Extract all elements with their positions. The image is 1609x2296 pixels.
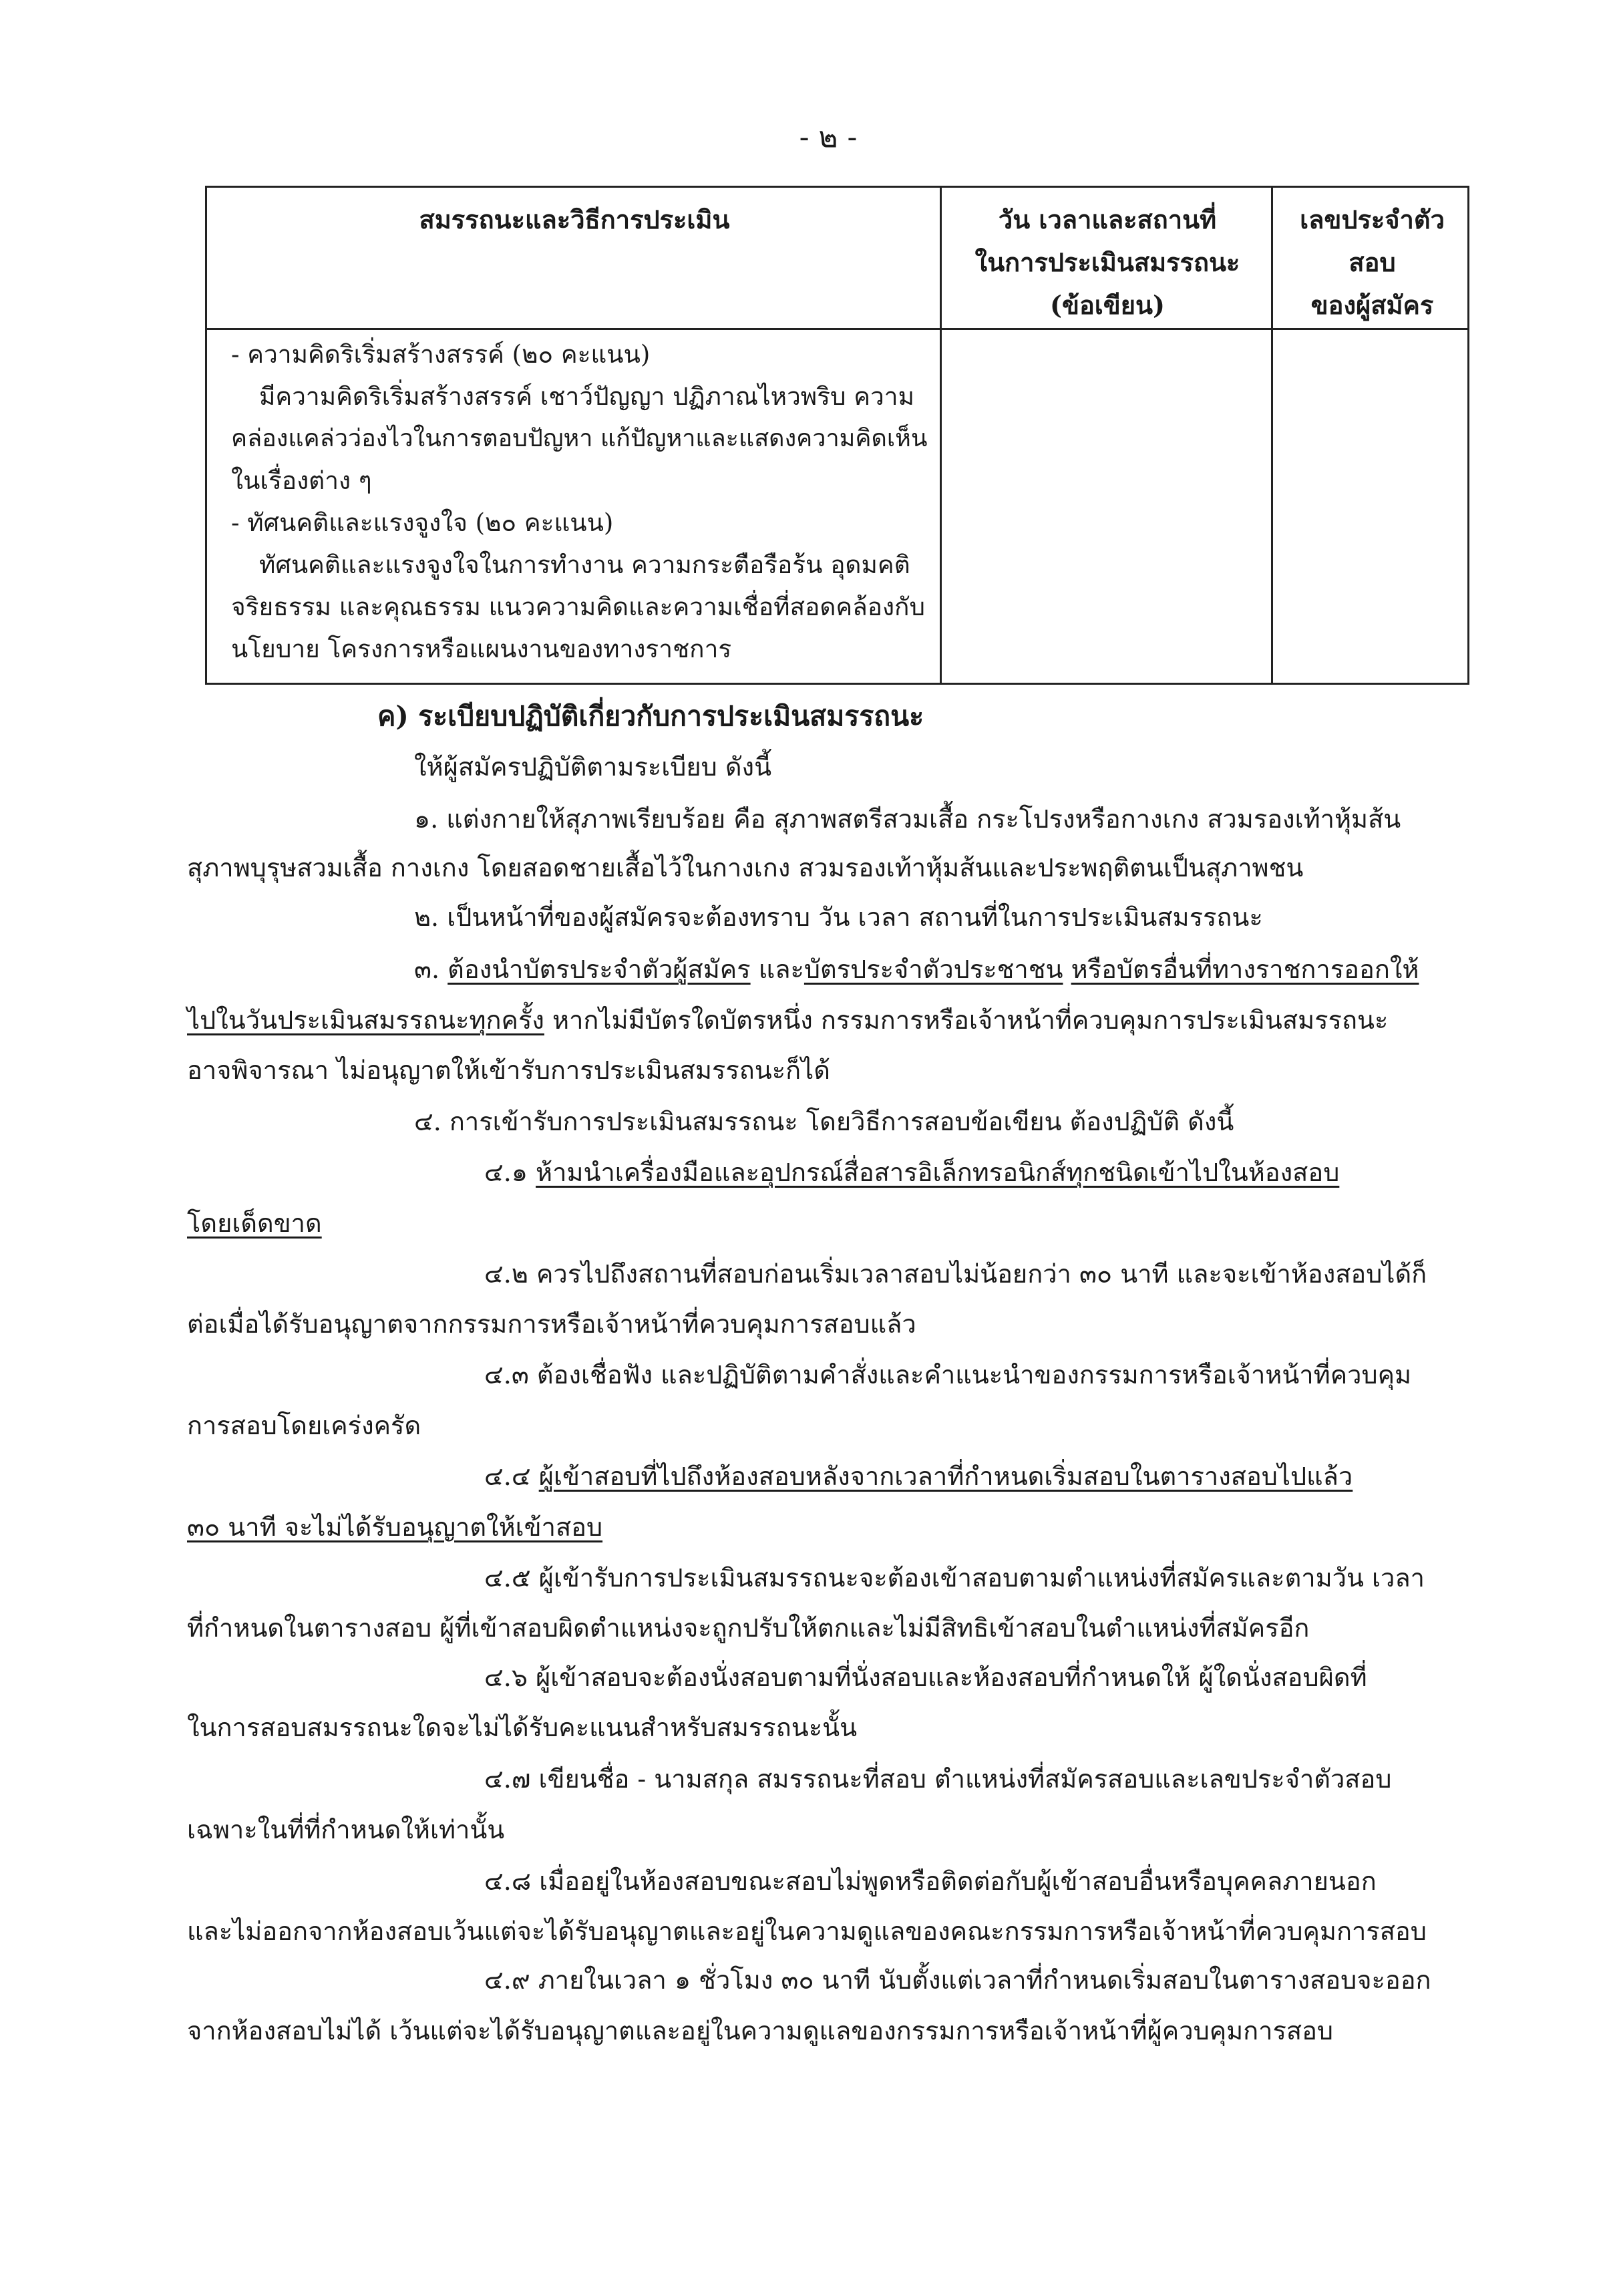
rule-2: ๒. เป็นหน้าที่ของผู้สมัครจะต้องทราบ วัน เวลา สถานที่ในการประเมินสมรรถนะ [414,903,1263,932]
header-date-time-place: วัน เวลาและสถานที่ ในการประเมินสมรรถนะ (ข้อเขียน) [974,204,1240,320]
criterion-text: ทัศนคติและแรงจูงใจในการทำงาน ความกระตือรือร้น อุดมคติ [259,550,910,579]
criterion-text: จริยธรรม และคุณธรรม แนวความคิดและความเชื่อที่สอดคล้องกับ [231,593,925,621]
rule-4-8-cont: และไม่ออกจากห้องสอบเว้นแต่จะได้รับอนุญาตและอยู่ในความดูแลของคณะกรรมการหรือเจ้าหน้าที่ควบคุมการสอบ [187,1917,1427,1946]
rule-4-9: ๔.๙ ภายในเวลา ๑ ชั่วโมง ๓๐ นาที นับตั้งแต่เวลาที่กำหนดเริ่มสอบในตารางสอบจะออก [484,1965,1431,1995]
criterion-attitude-title: - ทัศนคติและแรงจูงใจ (๒๐ คะแนน) [231,508,614,537]
rule-4-1-text: ห้ามนำเครื่องมือและอุปกรณ์สื่อสารอิเล็กทรอนิกส์ทุกชนิดเข้าไปในห้องสอบ [536,1158,1340,1187]
rule-4-7-cont: เฉพาะในที่ที่กำหนดให้เท่านั้น [187,1815,505,1844]
rule-4-5-cont: ที่กำหนดในตารางสอบ ผู้ที่เข้าสอบผิดตำแหน่งจะถูกปรับให้ตกและไม่มีสิทธิเข้าสอบในตำแหน่งที่สมัครอีก [187,1613,1310,1643]
rule-4-6-cont: ในการสอบสมรรถนะใดจะไม่ได้รับคะแนนสำหรับสมรรถนะนั้น [187,1713,858,1742]
rule-4-4-number: ๔.๔ [484,1462,539,1491]
rule-1-cont: สุภาพบุรุษสวมเสื้อ กางเกง โดยสอดชายเสื้อไว้ในกางเกง สวมรองเท้าหุ้มส้นและประพฤติตนเป็นสุภาพชน [187,853,1304,882]
rule-4-9-cont: จากห้องสอบไม่ได้ เว้นแต่จะได้รับอนุญาตและอยู่ในความดูแลของกรรมการหรือเจ้าหน้าที่ผู้ควบคุมการสอบ [187,2016,1334,2045]
rule-3-other-card: หรือบัตรอื่นที่ทางราชการออกให้ [1071,955,1419,984]
rule-4-8: ๔.๘ เมื่ออยู่ในห้องสอบขณะสอบไม่พูดหรือติดต่อกับผู้เข้าสอบอื่นหรือบุคคลภายนอก [484,1866,1377,1896]
rule-4-4 [484,1456,1353,1496]
criterion-text: ในเรื่องต่าง ๆ [231,466,372,495]
criterion-creativity-title: - ความคิดริเริ่มสร้างสรรค์ (๒๐ คะแนน) [231,340,651,369]
rule-3-number: ๓. [414,955,448,984]
criteria-cell [231,333,932,670]
header-applicant-id: เลขประจำตัว สอบ ของผู้สมัคร [1300,204,1445,320]
rule-4-3-cont: การสอบโดยเคร่งครัด [187,1411,421,1440]
criteria-table [205,186,1469,685]
page-number: - ๒ - [799,120,858,154]
rule-3-citizen-card: บัตรประจำตัวประชาชน [803,955,1063,984]
rule-4-1 [484,1152,1339,1192]
rule-4-4-text: ผู้เข้าสอบที่ไปถึงห้องสอบหลังจากเวลาที่กำหนดเริ่มสอบในตารางสอบไปแล้ว [538,1462,1353,1491]
rule-4-5: ๔.๕ ผู้เข้ารับการประเมินสมรรถนะจะต้องเข้าสอบตามตำแหน่งที่สมัครและตามวัน เวลา [484,1563,1425,1593]
rule-4-1-cont: โดยเด็ดขาด [187,1208,322,1238]
rule-4-2: ๔.๒ ควรไปถึงสถานที่สอบก่อนเริ่มเวลาสอบไม่น้อยกว่า ๓๐ นาที และจะเข้าห้องสอบได้ก็ [484,1259,1427,1289]
rule-3-cont [187,999,1388,1040]
rule-4-7: ๔.๗ เขียนชื่อ - นามสกุล สมรรถนะที่สอบ ตำแหน่งที่สมัครสอบและเลขประจำตัวสอบ [484,1764,1392,1794]
rule-3-and: และ [750,955,804,984]
rule-3-applicant-card: ต้องนำบัตรประจำตัวผู้สมัคร [448,955,751,984]
rule-4-6: ๔.๖ ผู้เข้าสอบจะต้องนั่งสอบตามที่นั่งสอบและห้องสอบที่กำหนดให้ ผู้ใดนั่งสอบผิดที่ [484,1663,1367,1692]
rule-4-1-number: ๔.๑ [484,1158,536,1187]
rule-3-every-time: ไปในวันประเมินสมรรถนะทุกครั้ง [187,1005,544,1035]
criterion-text: คล่องแคล่วว่องไวในการตอบปัญหา แก้ปัญหาและแสดงความคิดเห็น [231,425,928,452]
table-header-divider [207,328,1467,330]
rule-4-3: ๔.๓ ต้องเชื่อฟัง และปฏิบัติตามคำสั่งและคำแนะนำของกรรมการหรือเจ้าหน้าที่ควบคุม [484,1360,1412,1389]
rule-4-4-cont: ๓๐ นาที จะไม่ได้รับอนุญาตให้เข้าสอบ [187,1512,603,1542]
rule-4-2-cont: ต่อเมื่อได้รับอนุญาตจากกรรมการหรือเจ้าหน้าที่ควบคุมการสอบแล้ว [187,1309,916,1339]
criterion-text: นโยบาย โครงการหรือแผนงานของทางราชการ [231,635,732,663]
rule-1: ๑. แต่งกายให้สุภาพเรียบร้อย คือ สุภาพสตรีสวมเสื้อ กระโปรงหรือกางเกง สวมรองเท้าหุ้มส้น [414,804,1401,834]
rule-3-space [1063,955,1071,984]
section-heading: ค) ระเบียบปฏิบัติเกี่ยวกับการประเมินสมรรถนะ [377,700,924,732]
section-intro: ให้ผู้สมัครปฏิบัติตามระเบียบ ดังนี้ [414,752,772,782]
header-competency-method: สมรรถนะและวิธีการประเมิน [419,204,730,234]
criterion-text: มีความคิดริเริ่มสร้างสรรค์ เชาว์ปัญญา ปฏิภาณไหวพริบ ความ [259,382,914,411]
rule-3-rest: หากไม่มีบัตรใดบัตรหนึ่ง กรรมการหรือเจ้าหน้าที่ควบคุมการประเมินสมรรถนะ [544,1005,1389,1035]
rule-3-end: อาจพิจารณา ไม่อนุญาตให้เข้ารับการประเมินสมรรถนะก็ได้ [187,1055,830,1085]
rule-3 [414,949,1419,989]
rule-4: ๔. การเข้ารับการประเมินสมรรถนะ โดยวิธีการสอบข้อเขียน ต้องปฏิบัติ ดังนี้ [414,1107,1234,1136]
